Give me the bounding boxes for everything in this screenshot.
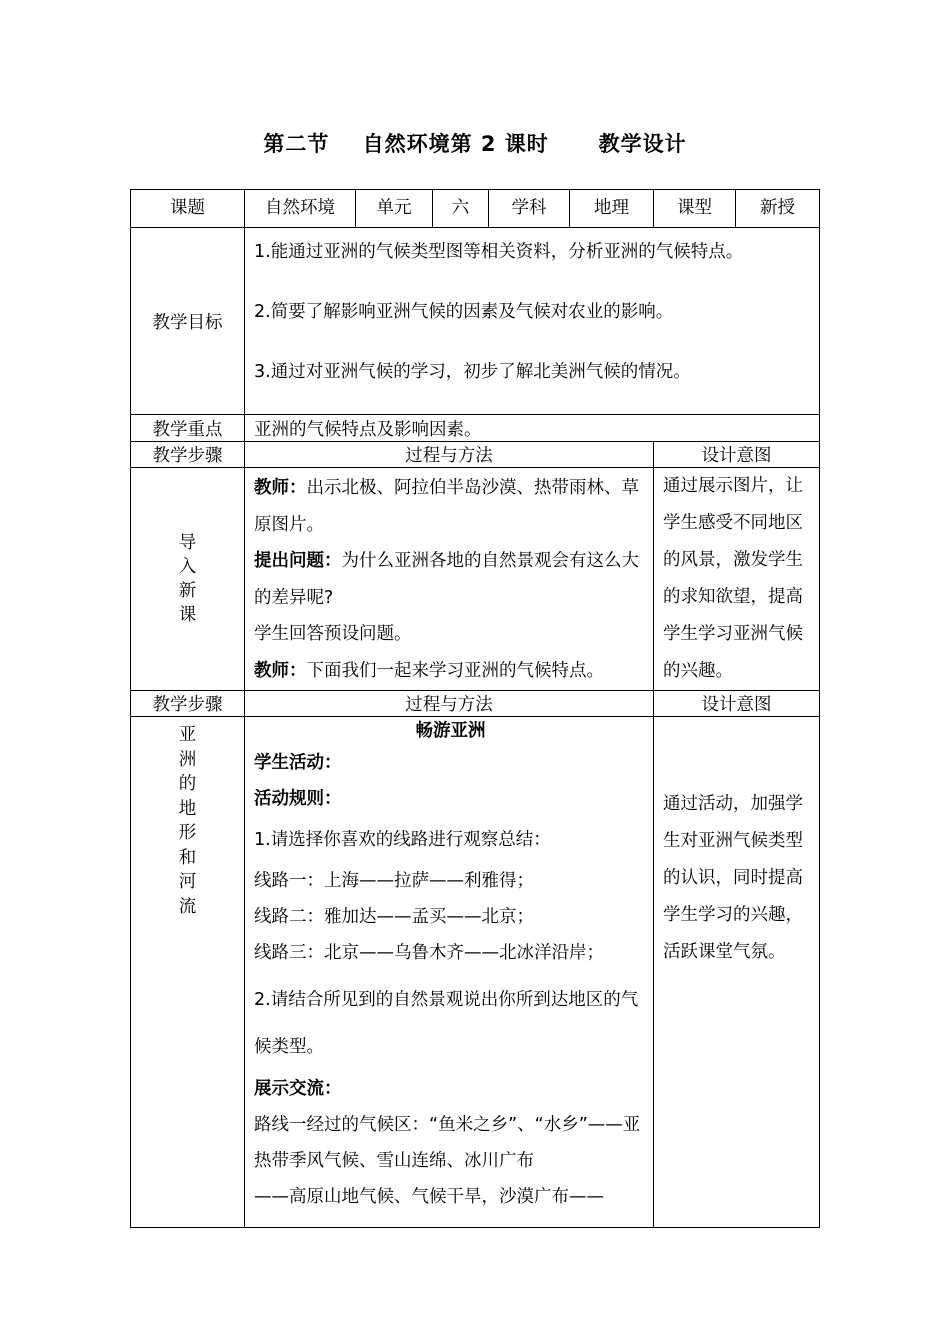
page-title: 第二节 自然环境第 2 课时 教学设计 — [263, 132, 687, 156]
design-text: 通过展示图片，让学生感受不同地区的风景，激发学生的求知欲望，提高学生学习亚洲气候的兴趣。 — [663, 476, 803, 681]
objective-item: 1.能通过亚洲的气候类型图等相关资料，分析亚洲的气候特点。 — [254, 242, 744, 262]
type-value: 新授 — [736, 190, 820, 228]
focus-label: 教学重点 — [131, 415, 245, 442]
objective-item: 3.通过对亚洲气候的学习，初步了解北美洲气候的情况。 — [254, 362, 691, 382]
unit-label: 单元 — [356, 190, 433, 228]
teacher-label: 教师： — [254, 660, 307, 681]
subject-value: 地理 — [570, 190, 654, 228]
process-header: 过程与方法 — [245, 691, 654, 717]
student-activity-label: 学生活动： — [254, 753, 342, 773]
header-row — [131, 190, 820, 228]
question-label: 提出问题： — [254, 551, 342, 571]
route-item: 线路三：北京——乌鲁木齐——北冰洋沿岸； — [254, 943, 604, 963]
objective-item: 2.简要了解影响亚洲气候的因素及气候对农业的影响。 — [254, 302, 674, 322]
activity-label-cell — [131, 717, 245, 1228]
steps-header-row — [131, 442, 820, 468]
activity-design — [654, 717, 820, 1228]
intro-label-cell — [131, 468, 245, 691]
lesson-plan-table — [130, 189, 820, 1228]
route-item: 线路一：上海——拉萨——利雅得； — [254, 871, 534, 891]
step-header: 教学步骤 — [131, 442, 245, 468]
subject-label: 学科 — [489, 190, 570, 228]
intro-text: 为什么亚洲各地的自然景观会有这么大的差异呢? — [254, 551, 639, 608]
intro-row — [131, 468, 820, 691]
steps-header-row — [131, 691, 820, 717]
activity-label: 亚洲的地形和河流 — [178, 725, 197, 917]
activity-process — [245, 717, 654, 1228]
activity-row — [131, 717, 820, 1228]
focus-value: 亚洲的气候特点及影响因素。 — [245, 415, 820, 442]
topic-label: 课题 — [131, 190, 245, 228]
objectives-content — [245, 228, 820, 415]
design-header: 设计意图 — [654, 442, 820, 468]
activity-heading: 畅游亚洲 — [415, 721, 486, 741]
rule-item: 2.请结合所见到的自然景观说出你所到达地区的气候类型。 — [254, 990, 639, 1057]
intro-process — [245, 468, 654, 691]
exchange-text: 路线一经过的气候区：“鱼米之乡”、“水乡”——亚热带季风气候、雪山连绵、冰川广布 — [254, 1115, 641, 1171]
intro-text: 下面我们一起来学习亚洲的气候特点。 — [306, 660, 604, 681]
intro-label: 导入新课 — [178, 533, 197, 625]
design-text: 通过活动，加强学生对亚洲气候类型的认识，同时提高学生学习的兴趣，活跃课堂气氛。 — [663, 794, 803, 962]
design-header: 设计意图 — [654, 691, 820, 717]
intro-text: 出示北极、阿拉伯半岛沙漠、热带雨林、草原图片。 — [254, 478, 639, 535]
topic-value: 自然环境 — [245, 190, 356, 228]
process-header: 过程与方法 — [245, 442, 654, 468]
focus-row — [131, 415, 820, 442]
teacher-label: 教师： — [254, 478, 307, 498]
intro-design — [654, 468, 820, 691]
type-label: 课型 — [654, 190, 736, 228]
objectives-label: 教学目标 — [131, 228, 245, 415]
unit-value: 六 — [433, 190, 489, 228]
step-header: 教学步骤 — [131, 691, 245, 717]
exchange-label: 展示交流： — [254, 1079, 342, 1099]
objectives-row — [131, 228, 820, 415]
intro-text: 学生回答预设问题。 — [254, 624, 412, 644]
exchange-text: ——高原山地气候、气候干旱，沙漠广布—— — [254, 1187, 604, 1207]
route-item: 线路二：雅加达——孟买——北京； — [254, 907, 534, 927]
rules-label: 活动规则： — [254, 789, 342, 809]
rule-item: 1.请选择你喜欢的线路进行观察总结： — [254, 830, 551, 850]
